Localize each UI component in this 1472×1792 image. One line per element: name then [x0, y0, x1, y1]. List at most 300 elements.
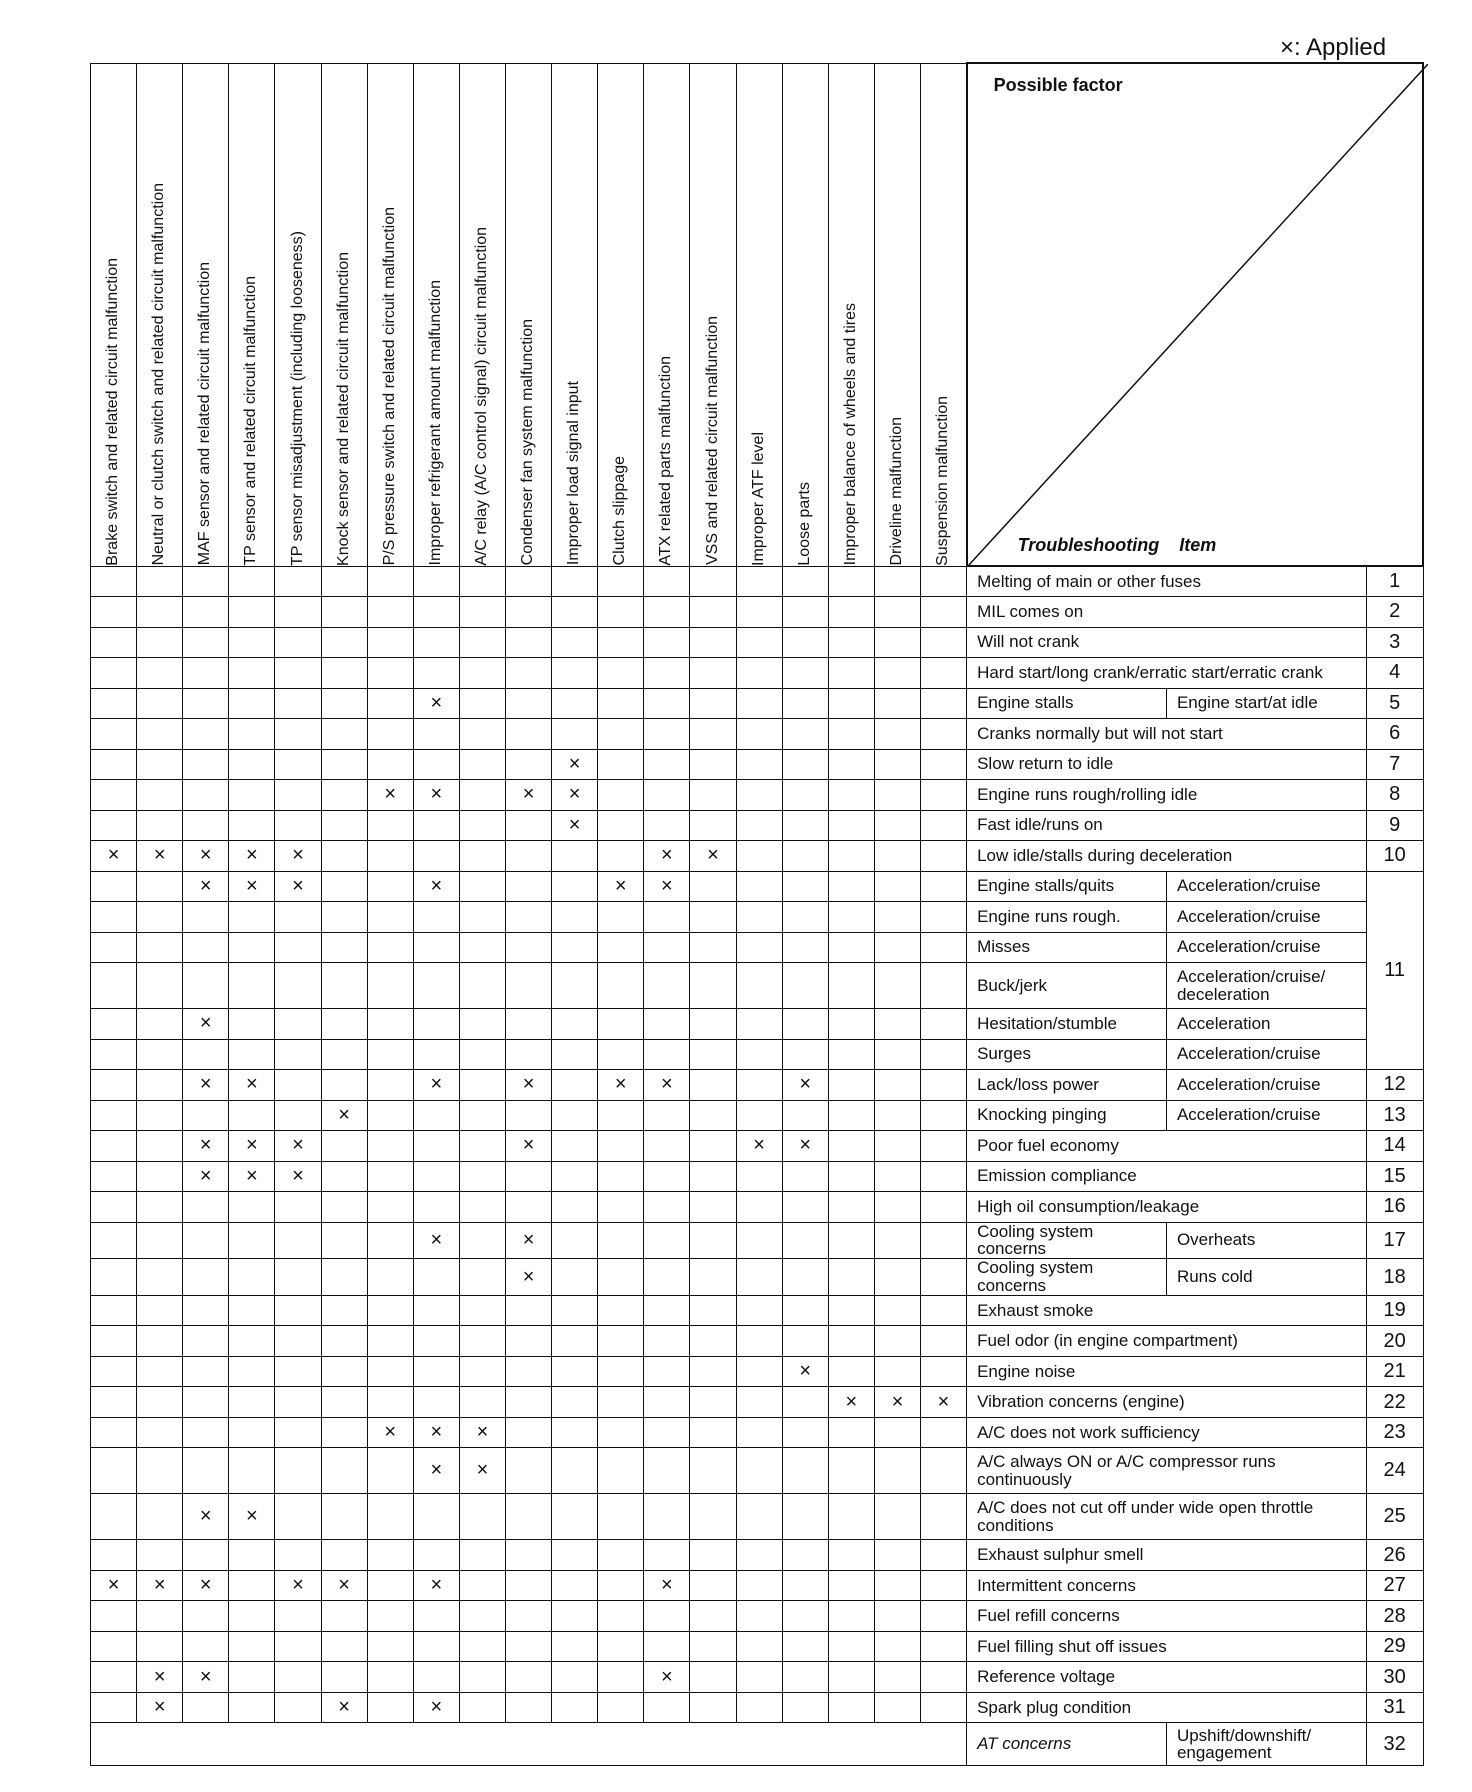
factor-cell	[413, 1356, 459, 1387]
applied-mark: ×	[598, 1070, 644, 1101]
factor-cell	[644, 1494, 690, 1540]
item-label: Engine noise	[967, 1356, 1367, 1387]
factor-cell	[229, 1448, 275, 1494]
factor-cell	[505, 1326, 551, 1357]
factor-cell	[321, 1662, 367, 1693]
factor-cell	[644, 1161, 690, 1192]
factor-cell	[644, 1222, 690, 1259]
factor-cell	[367, 810, 413, 841]
item-label: Misses	[967, 932, 1167, 963]
item-label: Emission compliance	[967, 1161, 1367, 1192]
factor-label: MAF sensor and related circuit malfunction	[196, 262, 214, 566]
factor-cell	[736, 902, 782, 933]
factor-cell	[690, 1009, 736, 1040]
factor-cell	[137, 1448, 183, 1494]
table-row	[91, 627, 1424, 658]
factor-cell	[828, 810, 874, 841]
factor-cell	[137, 1100, 183, 1131]
factor-cell	[782, 932, 828, 963]
factor-cell	[782, 780, 828, 811]
factor-cell	[598, 1222, 644, 1259]
item-label: A/C does not cut off under wide open throttle conditions	[967, 1494, 1367, 1540]
factor-cell	[183, 1295, 229, 1326]
factor-cell	[459, 963, 505, 1009]
factor-cell	[413, 658, 459, 689]
factor-cell	[828, 841, 874, 872]
factor-cell	[275, 810, 321, 841]
factor-cell	[459, 1039, 505, 1070]
factor-cell	[505, 1601, 551, 1632]
factor-cell	[183, 1631, 229, 1662]
factor-cell	[413, 1039, 459, 1070]
factor-cell	[782, 1387, 828, 1418]
factor-cell	[229, 1222, 275, 1259]
factor-cell	[598, 1631, 644, 1662]
factor-cell	[920, 1295, 966, 1326]
factor-cell	[137, 1540, 183, 1571]
applied-mark: ×	[828, 1387, 874, 1418]
factor-cell	[91, 1723, 967, 1766]
factor-cell	[137, 1222, 183, 1259]
applied-mark: ×	[229, 871, 275, 902]
factor-cell	[552, 841, 598, 872]
factor-cell	[920, 749, 966, 780]
factor-cell	[137, 719, 183, 750]
factor-label: P/S pressure switch and related circuit malfunction	[380, 207, 398, 566]
factor-cell	[459, 1494, 505, 1540]
factor-cell	[91, 1070, 137, 1101]
applied-mark: ×	[782, 1356, 828, 1387]
factor-cell	[552, 1131, 598, 1162]
factor-cell	[183, 810, 229, 841]
factor-cell	[874, 1692, 920, 1723]
factor-cell	[275, 963, 321, 1009]
factor-cell	[920, 1161, 966, 1192]
factor-cell	[828, 627, 874, 658]
factor-cell	[91, 1356, 137, 1387]
factor-cell	[782, 627, 828, 658]
factor-cell	[137, 688, 183, 719]
factor-cell	[459, 1601, 505, 1632]
item-condition: Acceleration/cruise	[1166, 1039, 1366, 1070]
applied-mark: ×	[552, 749, 598, 780]
factor-cell	[137, 1601, 183, 1632]
factor-cell	[137, 658, 183, 689]
factor-cell	[459, 1222, 505, 1259]
factor-cell	[828, 1222, 874, 1259]
factor-cell	[690, 597, 736, 628]
factor-cell	[598, 963, 644, 1009]
factor-cell	[505, 1387, 551, 1418]
factor-cell	[920, 1100, 966, 1131]
factor-cell	[874, 871, 920, 902]
factor-cell	[367, 963, 413, 1009]
item-label: Surges	[967, 1039, 1167, 1070]
applied-mark: ×	[183, 1494, 229, 1540]
item-label: Will not crank	[967, 627, 1367, 658]
factor-cell	[367, 719, 413, 750]
factor-cell	[782, 719, 828, 750]
factor-cell	[690, 1631, 736, 1662]
item-number: 5	[1366, 688, 1423, 719]
table-row	[91, 780, 1424, 811]
factor-cell	[459, 1192, 505, 1223]
factor-cell	[229, 1417, 275, 1448]
factor-cell	[644, 1356, 690, 1387]
applied-mark: ×	[413, 1417, 459, 1448]
factor-cell	[828, 1100, 874, 1131]
factor-cell	[552, 902, 598, 933]
factor-cell	[137, 932, 183, 963]
item-label: Exhaust sulphur smell	[967, 1540, 1367, 1571]
table-row	[91, 1692, 1424, 1723]
factor-cell	[91, 1009, 137, 1040]
factor-cell	[229, 1662, 275, 1693]
factor-cell	[275, 1009, 321, 1040]
factor-cell	[874, 627, 920, 658]
factor-cell	[183, 1326, 229, 1357]
factor-cell	[137, 1326, 183, 1357]
factor-cell	[736, 1161, 782, 1192]
factor-cell	[505, 1494, 551, 1540]
factor-cell	[690, 1387, 736, 1418]
factor-cell	[828, 688, 874, 719]
factor-cell	[736, 627, 782, 658]
factor-cell	[505, 1356, 551, 1387]
factor-cell	[413, 749, 459, 780]
factor-cell	[828, 1192, 874, 1223]
table-row	[91, 1070, 1424, 1101]
applied-mark: ×	[644, 1070, 690, 1101]
factor-cell	[736, 963, 782, 1009]
factor-cell	[275, 566, 321, 597]
table-row	[91, 1009, 1424, 1040]
item-number: 3	[1366, 627, 1423, 658]
factor-cell	[275, 1662, 321, 1693]
factor-cell	[229, 1570, 275, 1601]
factor-cell	[183, 780, 229, 811]
factor-label: Suspension malfunction	[933, 395, 951, 566]
factor-cell	[920, 688, 966, 719]
factor-header	[690, 63, 736, 566]
factor-cell	[413, 1540, 459, 1571]
factor-cell	[690, 658, 736, 689]
factor-cell	[644, 780, 690, 811]
applied-mark: ×	[137, 841, 183, 872]
factor-cell	[598, 1100, 644, 1131]
factor-cell	[874, 1417, 920, 1448]
factor-cell	[459, 1631, 505, 1662]
factor-cell	[91, 1259, 137, 1296]
factor-cell	[137, 1161, 183, 1192]
factor-cell	[644, 658, 690, 689]
factor-cell	[91, 932, 137, 963]
factor-cell	[552, 1601, 598, 1632]
factor-cell	[275, 902, 321, 933]
table-row	[91, 688, 1424, 719]
factor-cell	[782, 841, 828, 872]
factor-cell	[782, 1540, 828, 1571]
factor-cell	[275, 1039, 321, 1070]
factor-cell	[736, 749, 782, 780]
factor-cell	[828, 749, 874, 780]
factor-cell	[690, 1192, 736, 1223]
factor-cell	[736, 1570, 782, 1601]
factor-cell	[459, 1540, 505, 1571]
factor-cell	[275, 1601, 321, 1632]
applied-mark: ×	[183, 841, 229, 872]
factor-cell	[183, 902, 229, 933]
factor-header	[413, 63, 459, 566]
factor-cell	[552, 1570, 598, 1601]
factor-cell	[91, 1161, 137, 1192]
factor-cell	[598, 1448, 644, 1494]
factor-cell	[459, 597, 505, 628]
factor-cell	[690, 1161, 736, 1192]
applied-mark: ×	[137, 1692, 183, 1723]
factor-cell	[782, 1570, 828, 1601]
factor-cell	[91, 1326, 137, 1357]
factor-cell	[828, 871, 874, 902]
applied-mark: ×	[413, 1692, 459, 1723]
factor-cell	[413, 841, 459, 872]
factor-cell	[91, 1387, 137, 1418]
applied-mark: ×	[321, 1692, 367, 1723]
item-label: Cooling system concerns	[967, 1222, 1167, 1259]
factor-cell	[137, 627, 183, 658]
applied-mark: ×	[505, 780, 551, 811]
table-row	[91, 1417, 1424, 1448]
factor-cell	[736, 1070, 782, 1101]
factor-cell	[690, 963, 736, 1009]
factor-cell	[91, 1662, 137, 1693]
factor-cell	[321, 1070, 367, 1101]
factor-cell	[275, 627, 321, 658]
factor-cell	[459, 841, 505, 872]
factor-cell	[920, 1631, 966, 1662]
applied-mark: ×	[505, 1131, 551, 1162]
factor-cell	[874, 1631, 920, 1662]
factor-cell	[736, 932, 782, 963]
factor-cell	[690, 1131, 736, 1162]
factor-cell	[91, 1448, 137, 1494]
factor-cell	[690, 1070, 736, 1101]
factor-cell	[275, 1692, 321, 1723]
factor-cell	[91, 1631, 137, 1662]
factor-header	[137, 63, 183, 566]
factor-cell	[736, 1222, 782, 1259]
factor-cell	[505, 1540, 551, 1571]
factor-cell	[874, 749, 920, 780]
factor-cell	[690, 932, 736, 963]
factor-cell	[782, 1601, 828, 1632]
factor-cell	[690, 1540, 736, 1571]
factor-cell	[229, 566, 275, 597]
factor-cell	[828, 1692, 874, 1723]
factor-cell	[229, 1009, 275, 1040]
factor-cell	[782, 1417, 828, 1448]
factor-cell	[91, 902, 137, 933]
factor-cell	[505, 749, 551, 780]
factor-cell	[137, 1494, 183, 1540]
factor-cell	[367, 1662, 413, 1693]
factor-cell	[229, 1601, 275, 1632]
factor-cell	[598, 1494, 644, 1540]
factor-cell	[413, 810, 459, 841]
factor-cell	[690, 627, 736, 658]
applied-mark: ×	[91, 841, 137, 872]
applied-mark: ×	[183, 871, 229, 902]
factor-cell	[920, 1009, 966, 1040]
factor-cell	[459, 1692, 505, 1723]
factor-cell	[137, 902, 183, 933]
table-row	[91, 1259, 1424, 1296]
item-number: 27	[1366, 1570, 1423, 1601]
factor-cell	[598, 780, 644, 811]
item-condition: Acceleration/cruise	[1166, 902, 1366, 933]
applied-mark: ×	[91, 1570, 137, 1601]
factor-cell	[782, 1259, 828, 1296]
factor-cell	[367, 597, 413, 628]
factor-cell	[321, 1192, 367, 1223]
factor-cell	[828, 658, 874, 689]
factor-cell	[598, 1295, 644, 1326]
factor-cell	[690, 1295, 736, 1326]
factor-cell	[736, 1662, 782, 1693]
factor-cell	[690, 902, 736, 933]
factor-cell	[321, 749, 367, 780]
table-row	[91, 810, 1424, 841]
factor-cell	[644, 749, 690, 780]
item-label: AT concerns	[967, 1723, 1167, 1766]
factor-cell	[736, 1009, 782, 1040]
factor-cell	[736, 841, 782, 872]
factor-cell	[920, 902, 966, 933]
factor-cell	[505, 1570, 551, 1601]
table-row	[91, 1631, 1424, 1662]
factor-header	[275, 63, 321, 566]
factor-cell	[874, 1192, 920, 1223]
factor-header	[183, 63, 229, 566]
factor-cell	[367, 1356, 413, 1387]
factor-cell	[459, 688, 505, 719]
table-row	[91, 566, 1424, 597]
factor-cell	[275, 719, 321, 750]
factor-label: TP sensor misadjustment (including looseness)	[288, 230, 306, 566]
factor-cell	[828, 719, 874, 750]
factor-cell	[782, 1039, 828, 1070]
factor-cell	[874, 1326, 920, 1357]
factor-cell	[920, 963, 966, 1009]
factor-cell	[828, 963, 874, 1009]
factor-cell	[736, 1259, 782, 1296]
factor-cell	[505, 841, 551, 872]
factor-cell	[505, 1192, 551, 1223]
applied-mark: ×	[275, 1131, 321, 1162]
item-number: 26	[1366, 1540, 1423, 1571]
applied-mark: ×	[644, 871, 690, 902]
factor-cell	[644, 1601, 690, 1632]
factor-cell	[413, 1494, 459, 1540]
item-label: Intermittent concerns	[967, 1570, 1367, 1601]
applied-mark: ×	[782, 1070, 828, 1101]
factor-cell	[183, 1039, 229, 1070]
factor-cell	[229, 810, 275, 841]
applied-mark: ×	[413, 1570, 459, 1601]
factor-cell	[828, 1161, 874, 1192]
factor-cell	[920, 810, 966, 841]
factor-cell	[736, 1692, 782, 1723]
factor-cell	[229, 1326, 275, 1357]
factor-cell	[828, 597, 874, 628]
factor-cell	[367, 902, 413, 933]
factor-cell	[736, 780, 782, 811]
factor-cell	[137, 566, 183, 597]
item-condition: Acceleration/cruise/ deceleration	[1166, 963, 1366, 1009]
factor-cell	[321, 1009, 367, 1040]
factor-cell	[782, 566, 828, 597]
factor-cell	[367, 688, 413, 719]
applied-legend: ×: Applied	[1280, 34, 1387, 61]
factor-cell	[736, 810, 782, 841]
applied-mark: ×	[413, 871, 459, 902]
factor-cell	[690, 566, 736, 597]
factor-cell	[552, 1161, 598, 1192]
factor-cell	[552, 658, 598, 689]
factor-cell	[459, 810, 505, 841]
applied-mark: ×	[598, 871, 644, 902]
factor-cell	[413, 1326, 459, 1357]
item-condition: Overheats	[1166, 1222, 1366, 1259]
applied-mark: ×	[183, 1131, 229, 1162]
factor-cell	[183, 627, 229, 658]
factor-cell	[183, 1100, 229, 1131]
item-label: Poor fuel economy	[967, 1131, 1367, 1162]
table-row	[91, 1570, 1424, 1601]
factor-cell	[598, 932, 644, 963]
factor-cell	[690, 719, 736, 750]
factor-label: Improper load signal input	[565, 381, 583, 566]
factor-cell	[598, 1259, 644, 1296]
factor-cell	[321, 1494, 367, 1540]
factor-cell	[459, 1070, 505, 1101]
factor-cell	[229, 780, 275, 811]
applied-mark: ×	[367, 780, 413, 811]
factor-cell	[874, 1601, 920, 1632]
factor-label: Driveline malfunction	[888, 416, 906, 566]
item-label: Low idle/stalls during deceleration	[967, 841, 1367, 872]
factor-cell	[736, 1295, 782, 1326]
factor-cell	[782, 810, 828, 841]
item-number: 10	[1366, 841, 1423, 872]
factor-cell	[367, 1100, 413, 1131]
factor-cell	[644, 597, 690, 628]
factor-cell	[137, 1631, 183, 1662]
factor-cell	[137, 1131, 183, 1162]
factor-label: VSS and related circuit malfunction	[703, 316, 721, 566]
factor-cell	[321, 963, 367, 1009]
factor-cell	[552, 1540, 598, 1571]
item-condition: Engine start/at idle	[1166, 688, 1366, 719]
factor-header	[505, 63, 551, 566]
factor-cell	[275, 1387, 321, 1418]
factor-cell	[736, 597, 782, 628]
factor-cell	[552, 566, 598, 597]
factor-cell	[459, 1131, 505, 1162]
item-label: Engine stalls	[967, 688, 1167, 719]
factor-cell	[598, 810, 644, 841]
factor-cell	[920, 597, 966, 628]
